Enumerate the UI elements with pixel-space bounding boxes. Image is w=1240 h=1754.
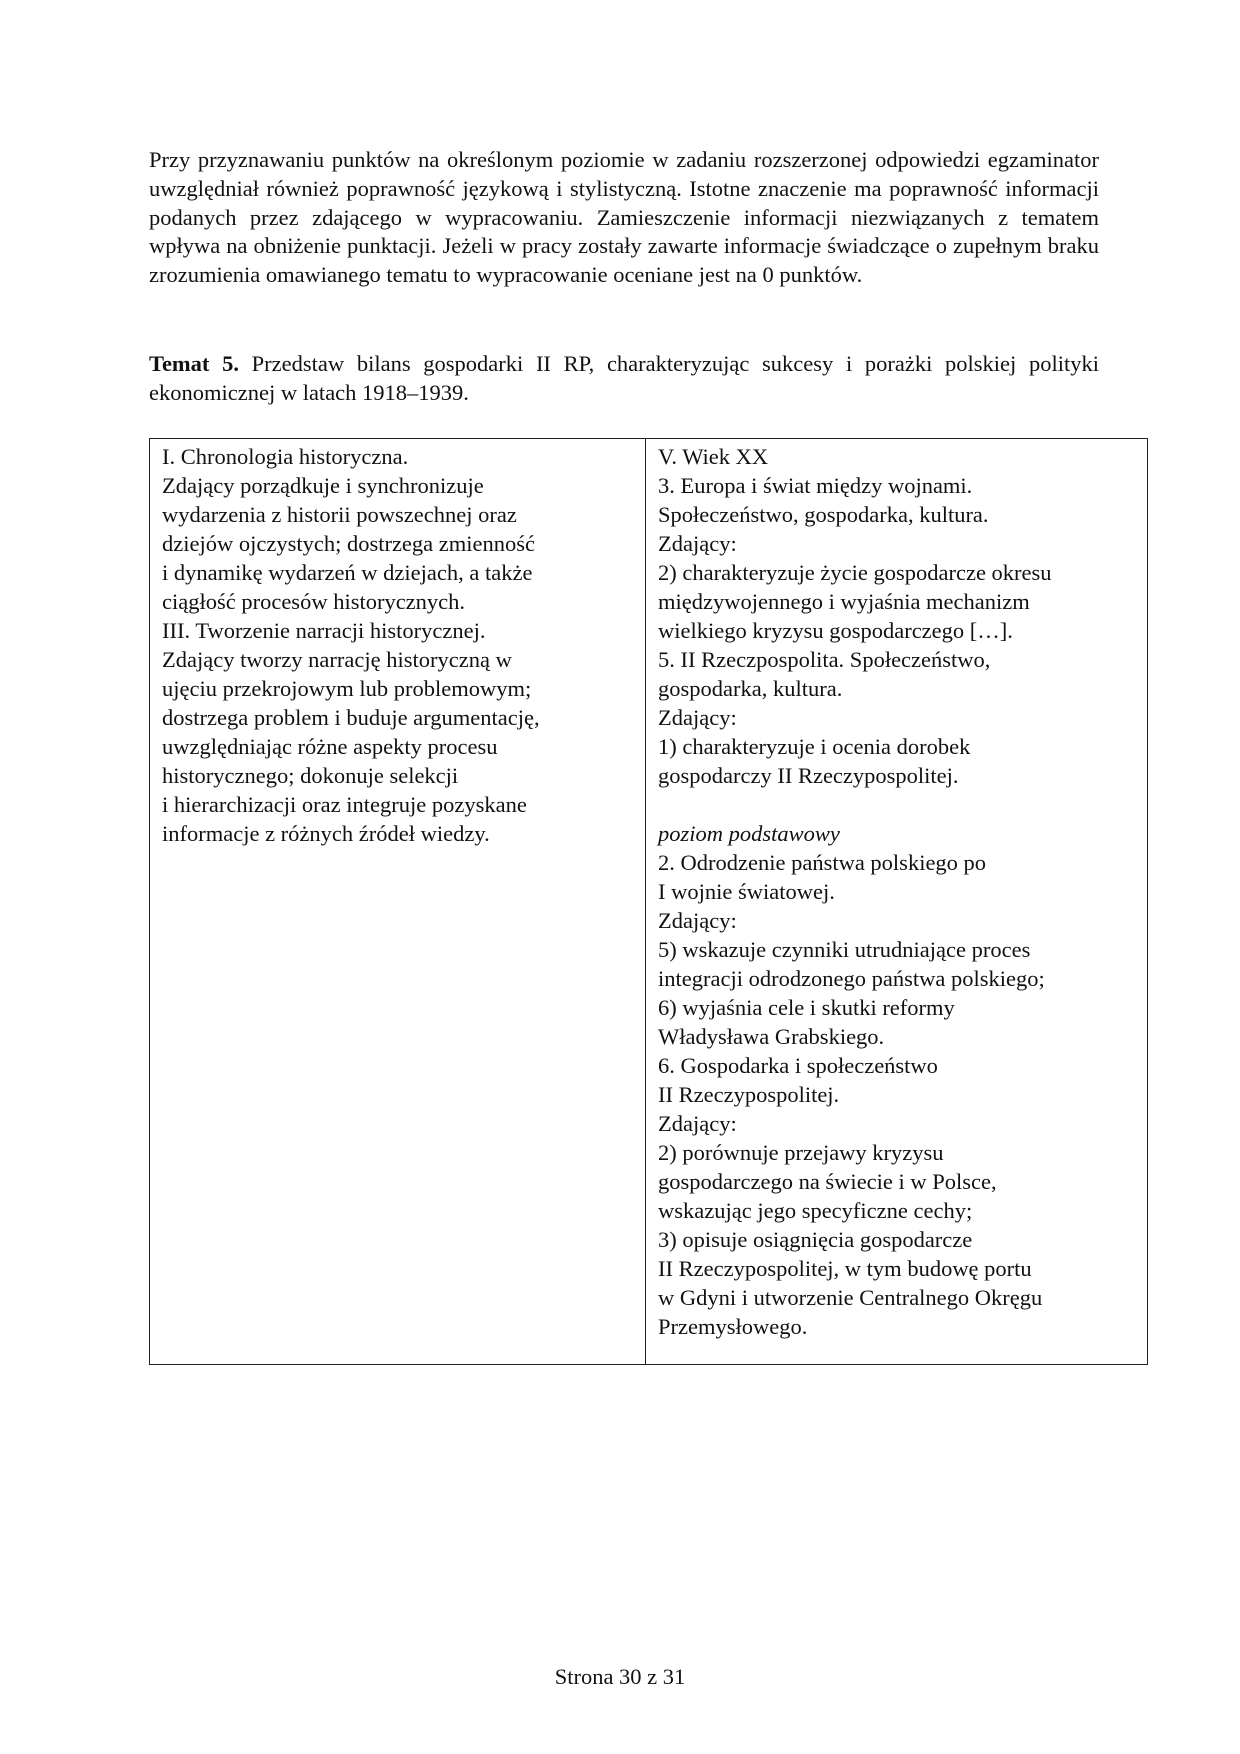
right-line: II Rzeczypospolitej.	[658, 1082, 840, 1107]
topic-label: Temat 5.	[149, 351, 239, 376]
right-line: międzywojennego i wyjaśnia mechanizm	[658, 589, 1030, 614]
requirements-table	[149, 438, 1148, 1365]
page-number: Strona 30 z 31	[554, 1664, 686, 1689]
left-line: ciągłość procesów historycznych.	[162, 589, 466, 614]
left-line: I. Chronologia historyczna.	[162, 444, 409, 469]
right-line: 1) charakteryzuje i ocenia dorobek	[658, 734, 971, 759]
right-line: Przemysłowego.	[658, 1314, 808, 1339]
left-line: uwzględniając różne aspekty procesu	[162, 734, 498, 759]
left-line: wydarzenia z historii powszechnej oraz	[162, 502, 517, 527]
blank-line	[658, 790, 1137, 819]
left-line: i dynamikę wydarzeń w dziejach, a także	[162, 560, 533, 585]
topic-text: Przedstaw bilans gospodarki II RP, charakteryzując sukcesy i porażki polskiej polityki ekonomicznej w latach 1918–1939.	[149, 351, 1099, 405]
left-line: i hierarchizacji oraz integruje pozyskane	[162, 792, 527, 817]
right-line: 2) porównuje przejawy kryzysu	[658, 1140, 944, 1165]
specific-requirements-cell	[646, 439, 1148, 1365]
level-label: poziom podstawowy	[658, 821, 840, 846]
general-requirements-cell	[150, 439, 646, 1365]
right-line: 3) opisuje osiągnięcia gospodarcze	[658, 1227, 973, 1252]
right-line: 2. Odrodzenie państwa polskiego po	[658, 850, 987, 875]
right-line: Zdający:	[658, 705, 737, 730]
right-line: Władysława Grabskiego.	[658, 1024, 885, 1049]
left-line: dziejów ojczystych; dostrzega zmienność	[162, 531, 535, 556]
right-line: Zdający:	[658, 1111, 737, 1136]
right-line: 3. Europa i świat między wojnami.	[658, 473, 973, 498]
right-line: Zdający:	[658, 531, 737, 556]
right-line: wielkiego kryzysu gospodarczego […].	[658, 618, 1013, 643]
right-line: II Rzeczypospolitej, w tym budowę portu	[658, 1256, 1032, 1281]
right-line: Zdający:	[658, 908, 737, 933]
right-line: gospodarczego na świecie i w Polsce,	[658, 1169, 997, 1194]
right-line: integracji odrodzonego państwa polskiego;	[658, 966, 1045, 991]
right-line: 5. II Rzeczpospolita. Społeczeństwo,	[658, 647, 991, 672]
left-line: informacje z różnych źródeł wiedzy.	[162, 821, 490, 846]
right-line: I wojnie światowej.	[658, 879, 835, 904]
right-line: Społeczeństwo, gospodarka, kultura.	[658, 502, 989, 527]
right-line: gospodarczy II Rzeczypospolitej.	[658, 763, 959, 788]
left-line: dostrzega problem i buduje argumentację,	[162, 705, 540, 730]
right-line: V. Wiek XX	[658, 444, 769, 469]
left-line: Zdający tworzy narrację historyczną w	[162, 647, 512, 672]
topic-statement	[149, 350, 1099, 408]
right-line: 6. Gospodarka i społeczeństwo	[658, 1053, 938, 1078]
right-line: w Gdyni i utworzenie Centralnego Okręgu	[658, 1285, 1043, 1310]
right-line: 6) wyjaśnia cele i skutki reformy	[658, 995, 955, 1020]
right-line: gospodarka, kultura.	[658, 676, 843, 701]
right-line: 2) charakteryzuje życie gospodarcze okresu	[658, 560, 1052, 585]
left-line: III. Tworzenie narracji historycznej.	[162, 618, 486, 643]
left-line: ujęciu przekrojowym lub problemowym;	[162, 676, 532, 701]
right-line: wskazując jego specyficzne cechy;	[658, 1198, 973, 1223]
table-row	[150, 439, 1148, 1365]
intro-paragraph: Przy przyznawaniu punktów na określonym poziomie w zadaniu rozszerzonej odpowiedzi egzaminator uwzględniał również poprawność językową i stylistyczną. Istotne znaczenie ma poprawność informacji podanych przez zdającego w wypracowaniu. Zamieszczenie informacji niezwiązanych z tematem wpływa na obniżenie punktacji. Jeżeli w pracy zostały zawarte informacje świadczące o zupełnym braku zrozumienia omawianego tematu to wypracowanie oceniane jest na 0 punktów.	[149, 147, 1099, 288]
left-line: Zdający porządkuje i synchronizuje	[162, 473, 484, 498]
left-line: historycznego; dokonuje selekcji	[162, 763, 459, 788]
right-line: 5) wskazuje czynniki utrudniające proces	[658, 937, 1031, 962]
